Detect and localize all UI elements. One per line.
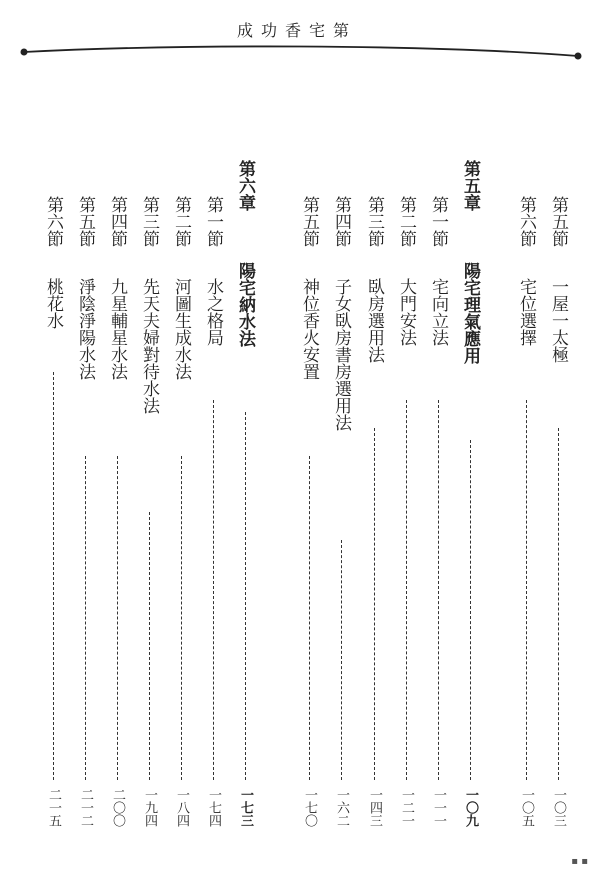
- chapter-number: 第六章: [235, 160, 255, 211]
- header-rule: [0, 0, 594, 70]
- section-number: 第五節: [75, 196, 95, 247]
- page-number: 一四三: [367, 788, 382, 827]
- toc-entry[interactable]: [360, 160, 388, 850]
- toc-entry[interactable]: [71, 160, 99, 850]
- section-number: 第二節: [171, 196, 191, 247]
- running-title: 成功香宅第: [236, 21, 357, 40]
- section-number: 第三節: [139, 196, 159, 247]
- toc-entry[interactable]: [135, 160, 163, 850]
- toc-entry[interactable]: [544, 160, 572, 850]
- corner-mark: ▪ ▪: [571, 856, 588, 867]
- page-number: 一七四: [206, 788, 221, 827]
- toc-entry[interactable]: [167, 160, 195, 850]
- dot-leader: [470, 440, 471, 780]
- toc-entry[interactable]: [392, 160, 420, 850]
- toc-chapter[interactable]: [231, 160, 259, 850]
- dot-leader: [341, 540, 342, 780]
- page-number: 二一五: [46, 788, 61, 827]
- chapter-number: 第五章: [460, 160, 480, 211]
- section-number: 第四節: [331, 196, 351, 247]
- entry-title: 淨陰淨陽水法: [75, 278, 95, 380]
- page-number: 一一一: [431, 788, 446, 827]
- page-number: 一九四: [142, 788, 157, 827]
- dot-leader: [149, 512, 150, 780]
- entry-title: 子女臥房書房選用法: [331, 278, 351, 431]
- dot-leader: [117, 456, 118, 780]
- toc-entry[interactable]: [327, 160, 355, 850]
- table-of-contents: [24, 160, 584, 850]
- entry-title: 臥房選用法: [364, 278, 384, 363]
- entry-title: 一屋一太極: [548, 278, 568, 363]
- section-number: 第五節: [299, 196, 319, 247]
- page-number: 二一二: [78, 788, 93, 827]
- dot-leader: [526, 400, 527, 780]
- section-number: 第二節: [396, 196, 416, 247]
- toc-chapter[interactable]: [456, 160, 484, 850]
- section-number: 第六節: [43, 196, 63, 247]
- toc-entry[interactable]: [295, 160, 323, 850]
- entry-title: 先天夫婦對待水法: [139, 278, 159, 414]
- dot-leader: [85, 456, 86, 780]
- toc-entry[interactable]: [424, 160, 452, 850]
- page-number: 二〇〇: [110, 788, 125, 827]
- entry-title: 陽宅納水法: [235, 262, 255, 347]
- toc-entry[interactable]: [199, 160, 227, 850]
- dot-leader: [213, 400, 214, 780]
- toc-entry[interactable]: [103, 160, 131, 850]
- page-number: 一六二: [334, 788, 349, 827]
- dot-leader: [245, 412, 246, 780]
- section-number: 第六節: [516, 196, 536, 247]
- entry-title: 宅向立法: [428, 278, 448, 346]
- entry-title: 宅位選擇: [516, 278, 536, 346]
- dot-leader: [558, 428, 559, 780]
- entry-title: 水之格局: [203, 278, 223, 346]
- page-number: 一〇五: [519, 788, 534, 827]
- entry-title: 河圖生成水法: [171, 278, 191, 380]
- entry-title: 大門安法: [396, 278, 416, 346]
- toc-entry[interactable]: [512, 160, 540, 850]
- dot-leader: [181, 456, 182, 780]
- dot-leader: [406, 400, 407, 780]
- dot-leader: [374, 428, 375, 780]
- entry-title: 神位香火安置: [299, 278, 319, 380]
- page-number: 一八四: [174, 788, 189, 827]
- page-number: 一〇九: [463, 788, 478, 827]
- entry-title: 九星輔星水法: [107, 278, 127, 380]
- page-number: 一〇三: [551, 788, 566, 827]
- entry-title: 桃花水: [43, 278, 63, 329]
- page-number: 一七三: [238, 788, 253, 827]
- page-number: 一二一: [399, 788, 414, 827]
- page-number: 一七〇: [302, 788, 317, 827]
- section-number: 第一節: [203, 196, 223, 247]
- section-number: 第一節: [428, 196, 448, 247]
- section-number: 第三節: [364, 196, 384, 247]
- section-number: 第四節: [107, 196, 127, 247]
- section-number: 第五節: [548, 196, 568, 247]
- dot-leader: [53, 372, 54, 780]
- toc-entry[interactable]: [39, 160, 67, 850]
- dot-leader: [438, 400, 439, 780]
- entry-title: 陽宅理氣應用: [460, 262, 480, 364]
- dot-leader: [309, 456, 310, 780]
